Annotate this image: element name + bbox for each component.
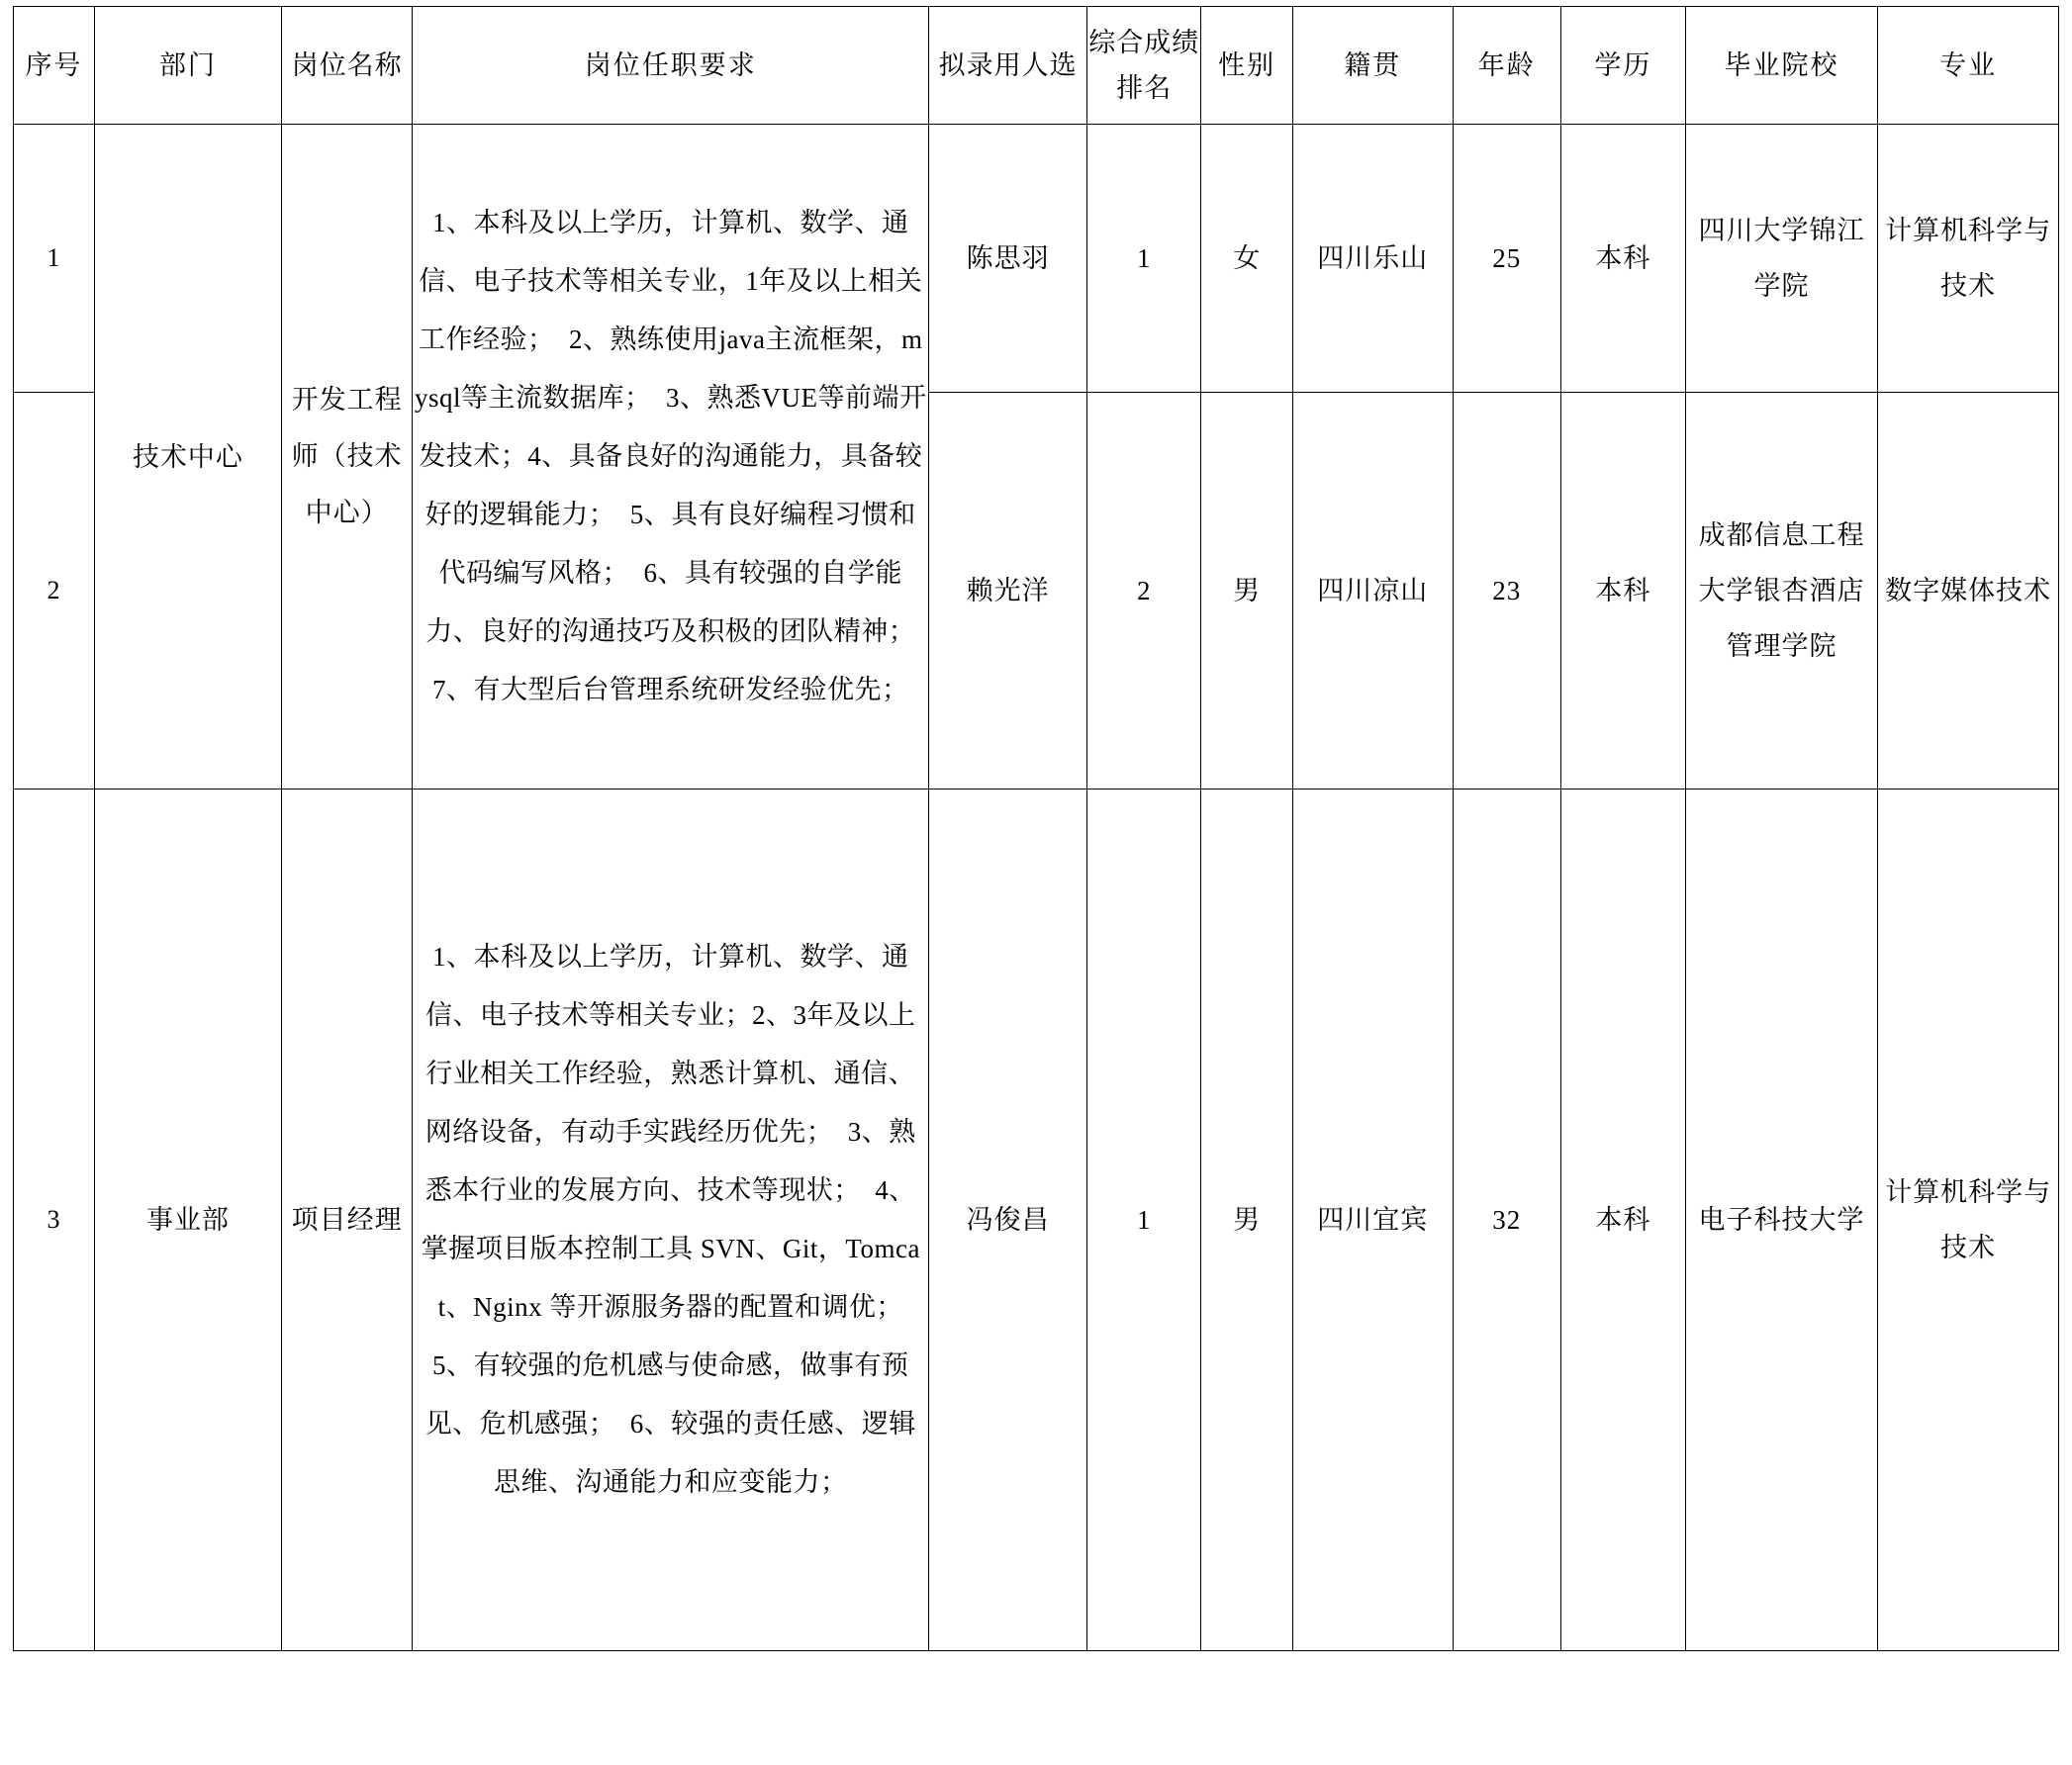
header-index: 序号 [14, 7, 95, 125]
cell-index: 1 [14, 125, 95, 393]
cell-candidate: 陈思羽 [929, 125, 1087, 393]
header-major: 专业 [1878, 7, 2059, 125]
cell-gender: 男 [1201, 393, 1292, 790]
header-school: 毕业院校 [1685, 7, 1877, 125]
requirement-text: 1、本科及以上学历，计算机、数学、通信、电子技术等相关专业；2、3年及以上行业相关工作经验，熟悉计算机、通信、网络设备，有动手实践经历优先； 3、熟悉本行业的发展方向、技术等现状； 4、掌握项目版本控制工具 SVN、Git，Tomcat、Nginx 等开源服务器的配置和调优； 5、有较强的危机感与使命感，做事有预见、危机感强； 6、较强的责任感、逻辑思维、沟通能力和应变能力； [421, 942, 920, 1497]
cell-education: 本科 [1560, 393, 1685, 790]
cell-education: 本科 [1560, 125, 1685, 393]
header-age: 年龄 [1453, 7, 1560, 125]
header-position: 岗位名称 [281, 7, 412, 125]
cell-requirement [413, 125, 929, 790]
cell-major: 计算机科学与技术 [1878, 125, 2059, 393]
cell-department: 事业部 [94, 790, 281, 1651]
cell-index: 3 [14, 790, 95, 1651]
cell-position: 项目经理 [281, 790, 412, 1651]
header-education: 学历 [1560, 7, 1685, 125]
header-candidate: 拟录用人选 [929, 7, 1087, 125]
cell-requirement [413, 790, 929, 1651]
header-requirement: 岗位任职要求 [413, 7, 929, 125]
cell-candidate: 冯俊昌 [929, 790, 1087, 1651]
cell-school: 电子科技大学 [1685, 790, 1877, 1651]
cell-candidate: 赖光洋 [929, 393, 1087, 790]
header-native-place: 籍贯 [1292, 7, 1453, 125]
table-row [14, 125, 2059, 393]
cell-native-place: 四川凉山 [1292, 393, 1453, 790]
hire-candidates-table [13, 6, 2059, 1651]
cell-school: 四川大学锦江学院 [1685, 125, 1877, 393]
header-rank: 综合成绩排名 [1086, 7, 1201, 125]
cell-native-place: 四川宜宾 [1292, 790, 1453, 1651]
cell-gender: 女 [1201, 125, 1292, 393]
cell-major: 计算机科学与技术 [1878, 790, 2059, 1651]
cell-index: 2 [14, 393, 95, 790]
requirement-text: 1、本科及以上学历，计算机、数学、通信、电子技术等相关专业，1年及以上相关工作经验； 2、熟练使用java主流框架，mysql等主流数据库； 3、熟悉VUE等前端开发技术；4、具备良好的沟通能力，具备较好的逻辑能力； 5、具有良好编程习惯和代码编写风格； 6、具有较强的自学能力、良好的沟通技巧及积极的团队精神； 7、有大型后台管理系统研发经验优先； [415, 208, 930, 704]
table-header-row [14, 7, 2059, 125]
cell-department: 技术中心 [94, 125, 281, 790]
cell-rank: 2 [1086, 393, 1201, 790]
cell-age: 25 [1453, 125, 1560, 393]
cell-age: 23 [1453, 393, 1560, 790]
cell-school: 成都信息工程大学银杏酒店管理学院 [1685, 393, 1877, 790]
header-gender: 性别 [1201, 7, 1292, 125]
cell-native-place: 四川乐山 [1292, 125, 1453, 393]
header-department: 部门 [94, 7, 281, 125]
cell-position: 开发工程师（技术中心） [281, 125, 412, 790]
table-row [14, 790, 2059, 1651]
cell-age: 32 [1453, 790, 1560, 1651]
cell-major: 数字媒体技术 [1878, 393, 2059, 790]
cell-education: 本科 [1560, 790, 1685, 1651]
cell-rank: 1 [1086, 790, 1201, 1651]
cell-rank: 1 [1086, 125, 1201, 393]
cell-gender: 男 [1201, 790, 1292, 1651]
